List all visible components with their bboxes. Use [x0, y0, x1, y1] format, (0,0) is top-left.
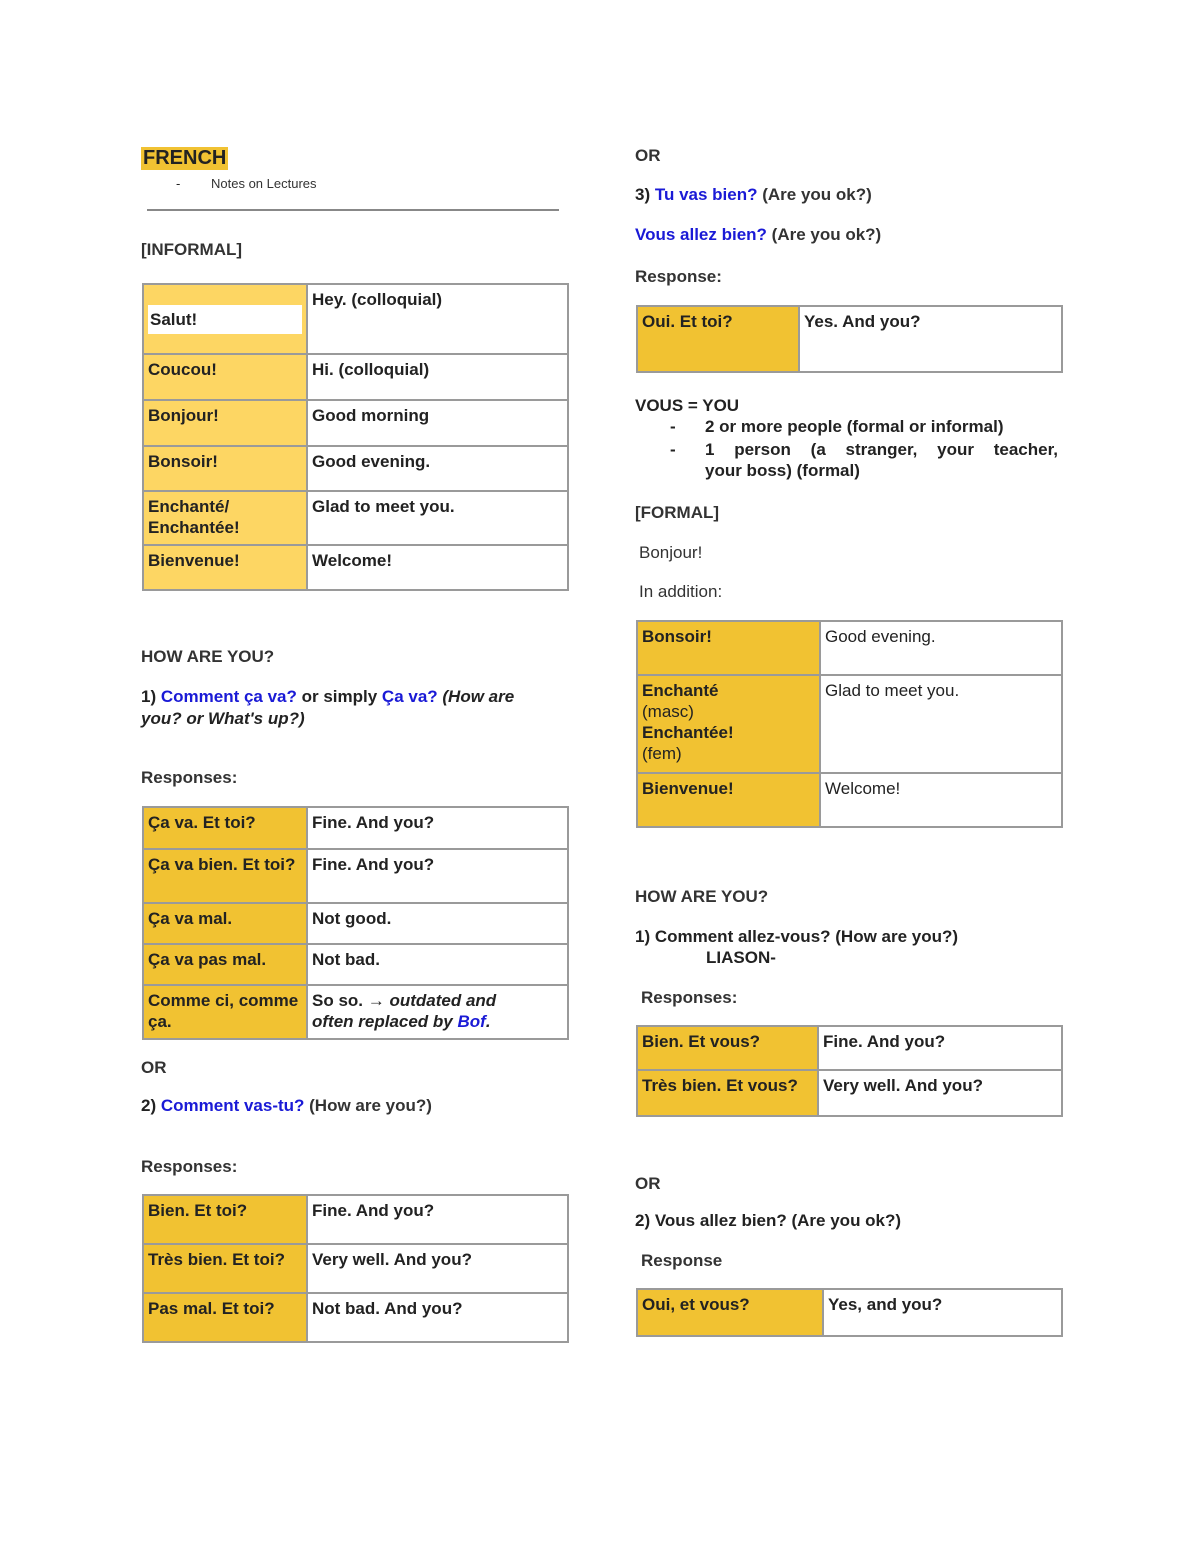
how-are-you-heading: HOW ARE YOU? [141, 647, 275, 666]
response-fr: Oui, et vous? [637, 1289, 823, 1336]
response-label-formal: Response [641, 1251, 723, 1270]
in-addition: In addition: [639, 582, 723, 601]
greeting-fr: Coucou! [143, 354, 307, 400]
table-row [637, 1026, 1062, 1070]
table-row [143, 400, 568, 446]
response-fr: Bien. Et toi? [143, 1195, 307, 1244]
vous-bullet-2-cont: your boss) (formal) [705, 461, 860, 480]
greeting-en: Hi. (colloquial) [307, 354, 568, 400]
header-divider [147, 209, 559, 211]
response-fr: Ça va pas mal. [143, 944, 307, 985]
response-fr: Comme ci, comme ça. [143, 985, 307, 1039]
table-row [637, 621, 1062, 675]
table-row [143, 1244, 568, 1293]
response-table-tu [636, 305, 1063, 373]
response-en: Fine. And you? [818, 1026, 1062, 1070]
response-fr: Ça va bien. Et toi? [143, 849, 307, 903]
subtitle-bullet: - [176, 176, 181, 191]
responses-table-2 [142, 1194, 569, 1343]
table-row [143, 446, 568, 491]
greeting-fr: Bonjour! [143, 400, 307, 446]
question-2: 2) Comment vas-tu? (How are you?) [141, 1096, 432, 1115]
response-fr: Bien. Et vous? [637, 1026, 818, 1070]
greeting-en: Glad to meet you. [307, 491, 568, 545]
subtitle: Notes on Lectures [211, 176, 317, 191]
response-en: Not bad. [307, 944, 568, 985]
response-en: Fine. And you? [307, 1195, 568, 1244]
response-en: Fine. And you? [307, 849, 568, 903]
table-row [143, 944, 568, 985]
response-fr: Très bien. Et toi? [143, 1244, 307, 1293]
greeting-en: Good evening. [307, 446, 568, 491]
response-fr: Ça va. Et toi? [143, 807, 307, 849]
response-en: Not good. [307, 903, 568, 944]
formal-label: [FORMAL] [635, 503, 720, 522]
response-en: Very well. And you? [307, 1244, 568, 1293]
formal-bonjour: Bonjour! [639, 543, 703, 562]
table-row [143, 903, 568, 944]
table-row [143, 1293, 568, 1342]
or-label-2: OR [635, 1174, 661, 1193]
formal-greetings-table [636, 620, 1063, 828]
response-en: Not bad. And you? [307, 1293, 568, 1342]
vous-bullet-1: 2 or more people (formal or informal) [705, 417, 1004, 436]
table-row [143, 491, 568, 545]
table-row [637, 675, 1062, 773]
vous-bullet-dash: - [670, 417, 676, 436]
response-en: Yes, and you? [823, 1289, 1062, 1336]
formal-greeting-fr: Bienvenue! [637, 773, 820, 827]
formal-greeting-en: Welcome! [820, 773, 1062, 827]
table-row [637, 773, 1062, 827]
table-row [143, 849, 568, 903]
greeting-en: Hey. (colloquial) [307, 284, 568, 354]
formal-question-2: 2) Vous allez bien? (Are you ok?) [635, 1211, 902, 1230]
vous-bullet-dash: - [670, 440, 676, 459]
greeting-fr: Bienvenue! [143, 545, 307, 590]
vous-bullet-2: 1 person (a stranger, your teacher, [705, 440, 1058, 459]
formal-responses-table [636, 1025, 1063, 1117]
response-en: Yes. And you? [799, 306, 1062, 372]
informal-label: [INFORMAL] [141, 240, 243, 259]
liason-note: LIASON- [706, 948, 776, 967]
table-row [637, 1289, 1062, 1336]
table-row [143, 545, 568, 590]
vous-title: VOUS = YOU [635, 396, 740, 415]
question-3b: Vous allez bien? (Are you ok?) [635, 225, 882, 244]
greeting-fr: Salut! [143, 284, 307, 354]
table-row [143, 354, 568, 400]
greeting-fr: Bonsoir! [143, 446, 307, 491]
table-row [143, 284, 568, 354]
page-title: FRENCH [143, 147, 227, 169]
how-are-you-heading-formal: HOW ARE YOU? [635, 887, 769, 906]
responses-label-2: Responses: [141, 1157, 238, 1176]
response-fr: Ça va mal. [143, 903, 307, 944]
question-1: 1) Comment ça va? or simply Ça va? (How are you? or What's up?) [141, 687, 515, 728]
response-en: Very well. And you? [818, 1070, 1062, 1116]
response-en: Fine. And you? [307, 807, 568, 849]
response-en: So so. → outdated and often replaced by Bof. [307, 985, 568, 1039]
informal-greetings-table [142, 283, 569, 591]
responses-label-1: Responses: [141, 768, 238, 787]
formal-greeting-en: Good evening. [820, 621, 1062, 675]
formal-question-1: 1) Comment allez-vous? (How are you?) [635, 927, 959, 946]
table-row [143, 1195, 568, 1244]
formal-response-table-2 [636, 1288, 1063, 1337]
response-fr: Oui. Et toi? [637, 306, 799, 372]
formal-greeting-fr: Enchanté (masc) Enchantée! (fem) [637, 675, 820, 773]
greeting-en: Good morning [307, 400, 568, 446]
formal-greeting-fr: Bonsoir! [637, 621, 820, 675]
responses-table-1 [142, 806, 569, 1040]
question-3: 3) Tu vas bien? (Are you ok?) [635, 185, 872, 204]
or-label-top: OR [635, 146, 661, 165]
or-label-1: OR [141, 1058, 167, 1077]
formal-greeting-en: Glad to meet you. [820, 675, 1062, 773]
table-row [143, 985, 568, 1039]
response-fr: Pas mal. Et toi? [143, 1293, 307, 1342]
table-row [143, 807, 568, 849]
table-row [637, 1070, 1062, 1116]
responses-label-formal: Responses: [641, 988, 738, 1007]
response-label: Response: [635, 267, 722, 286]
greeting-en: Welcome! [307, 545, 568, 590]
greeting-fr: Enchanté/ Enchantée! [143, 491, 307, 545]
table-row [637, 306, 1062, 372]
response-fr: Très bien. Et vous? [637, 1070, 818, 1116]
